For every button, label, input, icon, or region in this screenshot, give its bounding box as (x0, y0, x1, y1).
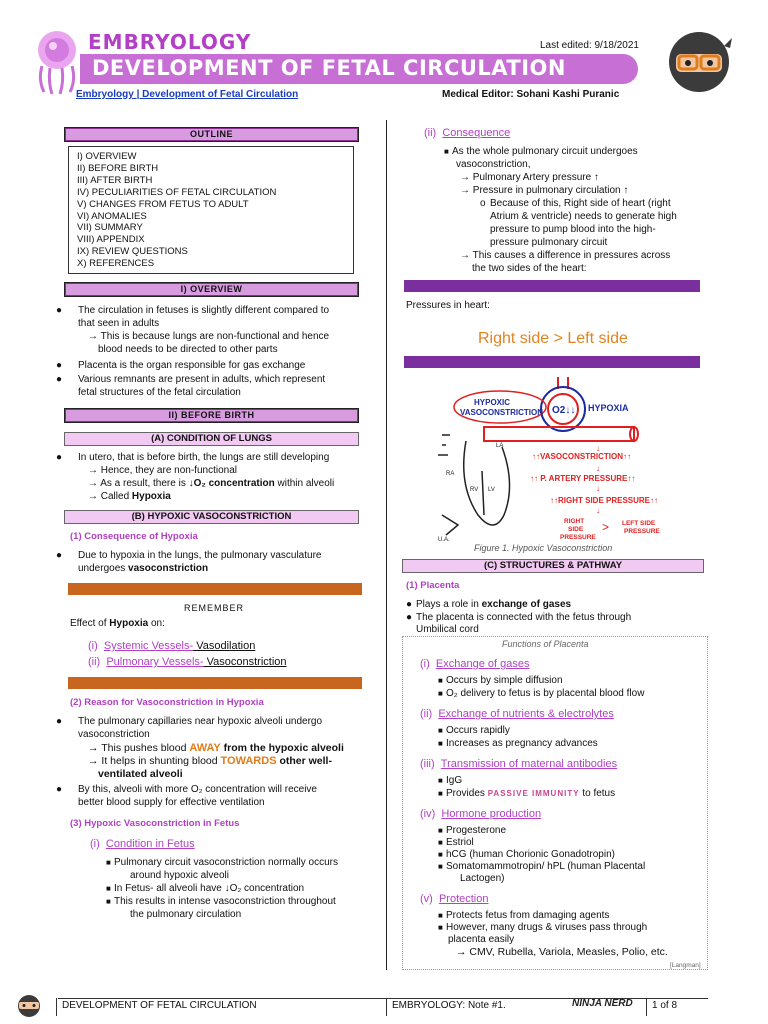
page-title: DEVELOPMENT OF FETAL CIRCULATION (92, 56, 566, 80)
outline-item[interactable]: IV) PECULIARITIES OF FETAL CIRCULATION (77, 186, 277, 198)
figure-label: LEFT SIDE (622, 520, 656, 527)
outline-item[interactable]: IX) REVIEW QUESTIONS (77, 246, 188, 258)
function-heading: (ii) Exchange of nutrients & electrolytes (420, 708, 614, 720)
placenta-text: Plays a role in exchange of gases (416, 599, 572, 610)
pressure-comparison: Right side > Left side (478, 330, 628, 347)
square-bullet-icon: ■ (438, 850, 443, 859)
consequence-text: Atrium & ventricle) needs to generate high (490, 211, 677, 222)
square-bullet-icon: ■ (444, 147, 449, 156)
square-bullet-icon: ■ (106, 858, 111, 867)
square-bullet-icon: ■ (438, 826, 443, 835)
pressures-label: Pressures in heart: (406, 300, 490, 311)
ninja-footer-icon (14, 992, 44, 1018)
figure-label: ↑↑ P. ARTERY PRESSURE↑↑ (530, 474, 636, 483)
subject-title: EMBRYOLOGY (88, 30, 252, 54)
outline-item[interactable]: III) AFTER BIRTH (77, 174, 153, 186)
square-bullet-icon: ■ (438, 739, 443, 748)
reason-text: ventilated alveoli (98, 768, 183, 780)
figure-label: RIGHT (564, 518, 585, 525)
function-text: Increases as pregnancy advances (446, 738, 598, 749)
condition-heading: (i) Condition in Fetus (90, 838, 195, 850)
consequence-text: → This causes a difference in pressures across (460, 250, 671, 261)
square-bullet-icon: ■ (438, 776, 443, 785)
fetus-heading: (3) Hypoxic Vasoconstriction in Fetus (70, 818, 240, 829)
reason-text: By this, alveoli with more O₂ concentration will receive (78, 784, 317, 795)
function-text: O₂ delivery to fetus is by placental blood flow (446, 688, 645, 699)
figure-caption: Figure 1. Hypoxic Vasoconstriction (474, 543, 613, 553)
outline-item[interactable]: X) REFERENCES (77, 258, 155, 270)
placenta-text: The placenta is connected with the fetus through (416, 612, 632, 623)
bullet-icon: ● (56, 452, 63, 463)
bullet-icon: ● (406, 612, 413, 623)
figure-label: HYPOXIA (588, 403, 629, 413)
outline-item[interactable]: I) OVERVIEW (77, 151, 137, 162)
breadcrumb[interactable]: Embryology | Development of Fetal Circulation (76, 89, 299, 100)
bullet-icon: ● (56, 550, 63, 561)
function-heading: (v) Protection (420, 893, 489, 905)
remember-item: (ii) Pulmonary Vessels- Vasoconstriction (88, 656, 287, 668)
outline-item[interactable]: II) BEFORE BIRTH (77, 162, 159, 174)
function-text: Somatomammotropin/ hPL (human Placental (446, 861, 646, 872)
down-arrow-icon: ↓ (596, 506, 600, 515)
column-divider (386, 120, 387, 970)
effect-text: Effect of Hypoxia on: (70, 618, 165, 629)
lungs-text: → Hence, they are non-functional (88, 465, 237, 476)
bullet-icon: ● (56, 374, 63, 385)
function-text: hCG (human Chorionic Gonadotropin) (446, 849, 615, 860)
reason-text: better blood supply for effective ventilation (78, 797, 265, 808)
consequence-text: → Pulmonary Artery pressure ↑ (460, 172, 599, 183)
lungs-heading: (A) CONDITION OF LUNGS (64, 432, 359, 446)
function-heading: (i) Exchange of gases (420, 658, 530, 670)
bullet-icon: ● (56, 784, 63, 795)
figure-label: VASOCONSTRICTION (460, 408, 543, 417)
fetus-text: This results in intense vasoconstriction throughout (114, 896, 336, 907)
purple-divider (404, 280, 700, 292)
down-arrow-icon: ↓ (596, 444, 600, 453)
function-text: Lactogen) (460, 873, 505, 884)
placenta-text: Umbilical cord (416, 624, 479, 635)
function-text: Progesterone (446, 825, 507, 836)
bullet-icon: ● (56, 305, 63, 316)
reason-text: → This pushes blood AWAY from the hypoxic alveoli (88, 742, 344, 754)
hypoxic-vasoconstriction-heading: (B) HYPOXIC VASOCONSTRICTION (64, 510, 359, 524)
hypoxic-vasoconstriction-figure (438, 375, 704, 541)
purple-divider (404, 356, 700, 368)
consequence-subheading: (ii) Consequence (424, 127, 511, 139)
outline-item[interactable]: VI) ANOMALIES (77, 210, 147, 222)
footer-divider (386, 998, 387, 1016)
fetus-text: around hypoxic alveoli (130, 870, 229, 881)
bullet-icon: ● (56, 716, 63, 727)
consequence-text: pressure pulmonary circuit (490, 237, 608, 248)
lungs-text: → As a result, there is ↓O₂ concentration within alveoli (88, 478, 335, 489)
function-text: Occurs rapidly (446, 725, 510, 736)
square-bullet-icon: ■ (438, 923, 443, 932)
function-text: Occurs by simple diffusion (446, 675, 563, 686)
figure-label: ↑↑VASOCONSTRICTION↑↑ (532, 452, 631, 461)
medical-editor: Medical Editor: Sohani Kashi Puranic (442, 89, 620, 100)
structures-heading: (C) STRUCTURES & PATHWAY (402, 559, 704, 573)
fetus-text: Pulmonary circuit vasoconstriction normally occurs (114, 857, 338, 868)
reason-text: → It helps in shunting blood TOWARDS other well- (88, 755, 332, 767)
overview-heading: I) OVERVIEW (64, 282, 359, 297)
outline-item[interactable]: V) CHANGES FROM FETUS TO ADULT (77, 198, 249, 210)
function-heading: (iii) Transmission of maternal antibodies (420, 758, 618, 770)
square-bullet-icon: ■ (106, 897, 111, 906)
fetus-text: the pulmonary circulation (130, 909, 242, 920)
ninja-mascot-icon (664, 26, 734, 96)
lungs-text: → Called Hypoxia (88, 491, 171, 502)
footer-title: DEVELOPMENT OF FETAL CIRCULATION (62, 1000, 257, 1011)
square-bullet-icon: ■ (438, 862, 443, 871)
circle-bullet-icon: o (480, 198, 486, 209)
figure-label: PRESSURE (624, 528, 660, 535)
functions-title: Functions of Placenta (502, 639, 589, 649)
footer-divider (56, 998, 57, 1016)
consequence-text: Because of this, Right side of heart (right (490, 198, 671, 209)
overview-text: that seen in adults (78, 318, 160, 329)
reason-text: The pulmonary capillaries near hypoxic alveoli undergo (78, 716, 323, 727)
consequence-text: As the whole pulmonary circuit undergoes (452, 146, 638, 157)
consequence-text: undergoes vasoconstriction (78, 563, 209, 574)
lungs-text: In utero, that is before birth, the lungs are still developing (78, 452, 330, 463)
consequence-text: Due to hypoxia in the lungs, the pulmonary vasculature (78, 550, 322, 561)
square-bullet-icon: ■ (438, 726, 443, 735)
function-text: Provides PASSIVE IMMUNITY to fetus (446, 788, 616, 799)
outline-item[interactable]: VIII) APPENDIX (77, 234, 145, 246)
figure-label: O2↓↓ (552, 405, 576, 416)
figure-label: LV (488, 487, 495, 493)
figure-label: HYPOXIC (474, 398, 511, 407)
reason-heading: (2) Reason for Vasoconstriction in Hypoxia (70, 697, 264, 708)
page-number: 1 of 8 (652, 1000, 678, 1011)
remember-label: REMEMBER (184, 603, 245, 613)
consequence-text: → Pressure in pulmonary circulation ↑ (460, 185, 629, 196)
function-text: placenta easily (448, 934, 515, 945)
overview-text: → This is because lungs are non-functional and hence (88, 331, 330, 342)
outline-item[interactable]: VII) SUMMARY (77, 222, 143, 234)
placenta-heading: (1) Placenta (406, 580, 460, 591)
orange-divider (68, 677, 362, 689)
square-bullet-icon: ■ (106, 884, 111, 893)
figure-label: > (602, 520, 610, 534)
source-label: [Langman] (670, 962, 701, 969)
down-arrow-icon: ↓ (596, 464, 600, 473)
overview-text: Various remnants are present in adults, which represent (78, 374, 326, 385)
footer-note: EMBRYOLOGY: Note #1. (392, 1000, 506, 1011)
before-birth-heading: II) BEFORE BIRTH (64, 408, 359, 423)
overview-text: Placenta is the organ responsible for gas exchange (78, 360, 306, 371)
function-heading: (iv) Hormone production (420, 808, 542, 820)
function-text: IgG (446, 775, 463, 786)
overview-text: The circulation in fetuses is slightly different compared to (78, 305, 330, 316)
function-text: → CMV, Rubella, Variola, Measles, Polio, etc. (456, 946, 668, 958)
brand-logo: NINJA NERD (572, 998, 633, 1009)
figure-label: ↑↑RIGHT SIDE PRESSURE↑↑ (550, 496, 659, 505)
bullet-icon: ● (56, 360, 63, 371)
reason-text: vasoconstriction (78, 729, 150, 740)
function-text: Estriol (446, 837, 474, 848)
overview-text: fetal structures of the fetal circulation (78, 387, 241, 398)
figure-label: SIDE (568, 526, 584, 533)
function-text: However, many drugs & viruses pass through (446, 922, 648, 933)
outline-list (68, 146, 354, 274)
footer-divider (646, 998, 647, 1016)
bullet-icon: ● (406, 599, 413, 610)
figure-label: PRESSURE (560, 534, 596, 541)
consequence-text: vasoconstriction, (456, 159, 531, 170)
jellyfish-logo-icon (28, 28, 86, 96)
square-bullet-icon: ■ (438, 689, 443, 698)
fetus-text: In Fetus- all alveoli have ↓O₂ concentration (114, 883, 305, 894)
consequence-text: the two sides of the heart: (472, 263, 587, 274)
function-text: Protects fetus from damaging agents (446, 910, 610, 921)
figure-label: LA (496, 443, 504, 449)
down-arrow-icon: ↓ (596, 484, 600, 493)
square-bullet-icon: ■ (438, 838, 443, 847)
square-bullet-icon: ■ (438, 789, 443, 798)
square-bullet-icon: ■ (438, 676, 443, 685)
consequence-text: pressure to pump blood into the high- (490, 224, 656, 235)
square-bullet-icon: ■ (438, 911, 443, 920)
figure-label: U.A. (438, 537, 450, 541)
figure-label: RV (470, 487, 479, 493)
figure-label: RA (446, 471, 455, 477)
outline-heading: OUTLINE (64, 127, 359, 142)
consequence-heading: (1) Consequence of Hypoxia (70, 531, 198, 542)
remember-item: (i) Systemic Vessels- Vasodilation (88, 640, 256, 652)
overview-text: blood needs to be directed to other parts (98, 344, 278, 355)
orange-divider (68, 583, 362, 595)
last-edited: Last edited: 9/18/2021 (540, 40, 639, 51)
